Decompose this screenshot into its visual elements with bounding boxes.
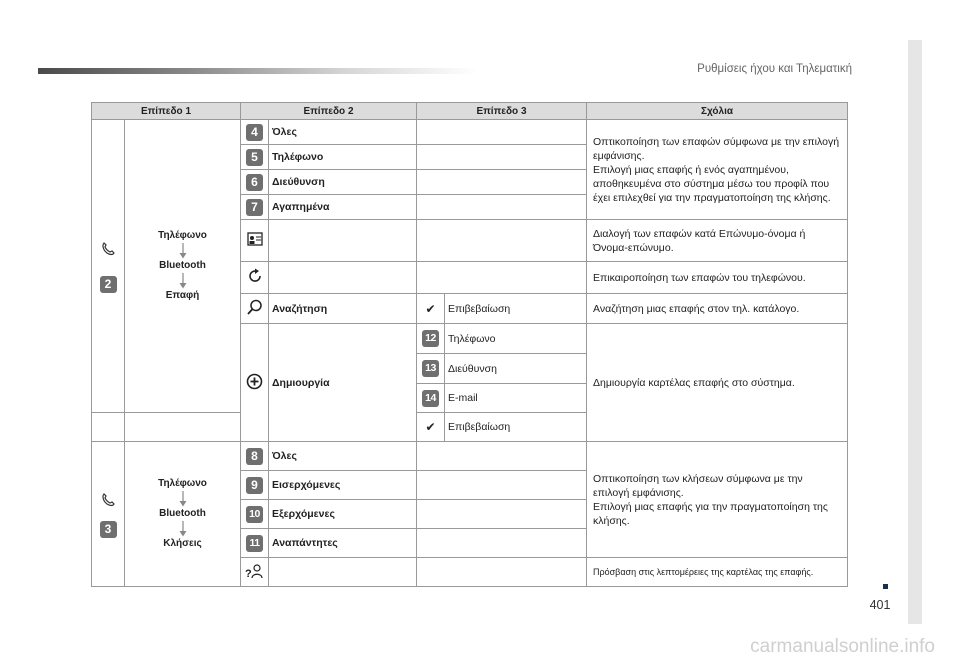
step-badge: 11 (246, 535, 263, 552)
comment-calls: Οπτικοποίηση των κλήσεων σύμφωνα με την επιλογή εμφάνισης. Επιλογή μιας επαφής για την πραγματοποίηση της κλήσης. (587, 442, 848, 558)
field-label: Διεύθυνση (445, 354, 587, 384)
level-badge: 3 (100, 521, 117, 538)
step-badge: 14 (422, 390, 439, 407)
confirm-label: Επιβεβαίωση (445, 413, 587, 442)
step-badge: 4 (246, 124, 263, 141)
comment-refresh: Επικαιροποίηση των επαφών του τηλεφώνου. (587, 262, 848, 294)
contact-card-sort-icon (247, 232, 263, 246)
level1-calls-path (125, 442, 241, 587)
step-badge: 10 (246, 506, 263, 523)
comment-create: Δημιουργία καρτέλας επαφής στο σύστημα. (587, 324, 848, 442)
phone-handset-icon (98, 239, 118, 259)
page-side-strip (908, 40, 922, 624)
path-step: Κλήσεις (163, 538, 202, 549)
arrow-down-icon (179, 521, 187, 537)
path-step: Τηλέφωνο (158, 230, 207, 241)
arrow-down-icon (179, 273, 187, 289)
path-step: Bluetooth (159, 508, 206, 519)
path-step: Bluetooth (159, 260, 206, 271)
create-label: Δημιουργία (269, 324, 417, 442)
option-label: Αναπάντητες (269, 529, 417, 558)
refresh-icon (247, 268, 263, 284)
level-badge: 2 (100, 276, 117, 293)
level1-contacts-cell (92, 120, 125, 413)
field-label: E-mail (445, 384, 587, 413)
page-marker-square (883, 584, 888, 589)
watermark: carmanualsonline.info (750, 636, 935, 657)
option-label: Όλες (269, 442, 417, 471)
checkmark-icon: ✔ (425, 301, 436, 316)
table-header-row (92, 103, 848, 120)
step-badge: 5 (246, 149, 263, 166)
add-circle-icon (246, 373, 263, 390)
header-gradient-bar (38, 68, 478, 74)
confirm-label: Επιβεβαίωση (445, 294, 587, 324)
option-label: Όλες (269, 120, 417, 145)
step-badge: 8 (246, 448, 263, 465)
comment-filter: Οπτικοποίηση των επαφών σύμφωνα με την επιλογή εμφάνισης. Επιλογή μιας επαφής ή ενός αγαπημένου, αποθηκευμένα στο σύστημα μέσω του προφίλ που έχει επιλεχθεί για την πραγματοποίηση της κλήσης. (587, 120, 848, 220)
level1-calls-cell (92, 442, 125, 587)
comment-details: Πρόσβαση στις λεπτομέρειες της καρτέλας της επαφής. (587, 558, 848, 587)
header-level-3: Επίπεδο 3 (417, 103, 587, 120)
phone-handset-icon (98, 490, 118, 510)
step-badge: 13 (422, 360, 439, 377)
contact-details-icon (245, 563, 265, 579)
step-badge: 9 (246, 477, 263, 494)
step-badge: 7 (246, 199, 263, 216)
header-comments: Σχόλια (587, 103, 848, 120)
menu-table (91, 102, 848, 587)
path-step: Τηλέφωνο (158, 478, 207, 489)
option-label: Τηλέφωνο (269, 145, 417, 170)
arrow-down-icon (179, 491, 187, 507)
search-label: Αναζήτηση (269, 294, 417, 324)
step-badge: 12 (422, 330, 439, 347)
field-label: Τηλέφωνο (445, 324, 587, 354)
arrow-down-icon (179, 243, 187, 259)
header-level-2: Επίπεδο 2 (241, 103, 417, 120)
option-label: Αγαπημένα (269, 195, 417, 220)
option-label: Διεύθυνση (269, 170, 417, 195)
option-label: Εισερχόμενες (269, 471, 417, 500)
page-number: 401 (869, 598, 891, 612)
comment-search: Αναζήτηση μιας επαφής στον τηλ. κατάλογο. (587, 294, 848, 324)
svg-text:?: ? (244, 567, 252, 579)
header-level-1: Επίπεδο 1 (92, 103, 241, 120)
checkmark-icon: ✔ (425, 420, 436, 434)
section-title: Ρυθμίσεις ήχου και Τηλεματική (697, 63, 852, 75)
path-step: Επαφή (165, 290, 200, 301)
step-badge: 6 (246, 174, 263, 191)
option-label: Εξερχόμενες (269, 500, 417, 529)
comment-sort: Διαλογή των επαφών κατά Επώνυμο-όνομα ή Όνομα-επώνυμο. (587, 220, 848, 262)
table-row (92, 442, 848, 471)
table-row (92, 120, 848, 145)
search-icon (247, 299, 263, 315)
level1-contacts-path (125, 120, 241, 413)
